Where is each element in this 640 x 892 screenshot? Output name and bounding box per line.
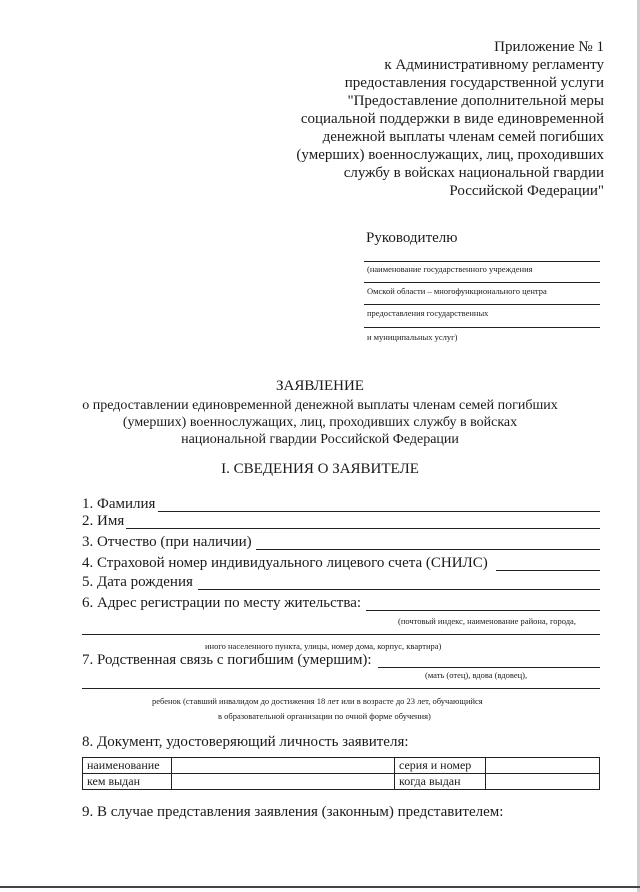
header-line: службу в войсках национальной гвардии — [343, 165, 604, 181]
table-row — [83, 774, 600, 790]
addressee-hint: предоставления государственных — [367, 308, 489, 318]
field-label-representative: 9. В случае представления заявления (законным) представителем: — [82, 804, 504, 820]
addressee-input-line[interactable] — [364, 327, 600, 328]
doc-date-value[interactable] — [486, 774, 600, 790]
relation-hint: (мать (отец), вдова (вдовец), — [425, 670, 528, 680]
doc-name-value[interactable] — [172, 758, 395, 774]
header-line: "Предоставление дополнительной меры — [347, 93, 604, 109]
relation-input-line-2[interactable] — [82, 688, 600, 689]
address-input-line-2[interactable] — [82, 634, 600, 635]
field-label-patronymic: 3. Отчество (при наличии) — [82, 534, 252, 550]
doc-name-label: наименование — [83, 758, 172, 774]
addressee-input-line[interactable] — [364, 261, 600, 262]
statement-subtitle-line: (умерших) военнослужащих, лиц, проходивших службу в войсках — [122, 415, 518, 430]
field-label-surname: 1. Фамилия — [82, 496, 156, 512]
statement-title: ЗАЯВЛЕНИЕ — [276, 378, 364, 394]
address-hint: иного населенного пункта, улицы, номер дома, корпус, квартира) — [205, 641, 442, 651]
field-label-snils: 4. Страховой номер индивидуального лицевого счета (СНИЛС) — [82, 555, 488, 571]
field-label-name: 2. Имя — [82, 513, 125, 529]
patronymic-input-line[interactable] — [256, 549, 600, 550]
addressee-hint: и муниципальных услуг) — [367, 332, 458, 342]
scan-edge — [0, 886, 640, 888]
surname-input-line[interactable] — [158, 511, 600, 512]
addressee-hint: Омской области – многофункционального центра — [367, 286, 547, 296]
doc-issuer-value[interactable] — [172, 774, 395, 790]
field-label-id-document: 8. Документ, удостоверяющий личность заявителя: — [82, 734, 409, 750]
addressee-input-line[interactable] — [364, 304, 600, 305]
relation-input-line[interactable] — [378, 667, 600, 668]
doc-issuer-label: кем выдан — [83, 774, 172, 790]
address-hint: (почтовый индекс, наименование района, города, — [398, 616, 576, 626]
statement-subtitle-line: о предоставлении единовременной денежной выплаты членам семей погибших — [82, 398, 558, 413]
birthdate-input-line[interactable] — [198, 589, 600, 590]
header-line: Приложение № 1 — [494, 39, 604, 55]
addressee-input-line[interactable] — [364, 282, 600, 283]
field-label-relation: 7. Родственная связь с погибшим (умершим): — [82, 652, 372, 668]
table-row — [83, 758, 600, 774]
header-line: предоставления государственной услуги — [344, 75, 604, 91]
doc-series-label: серия и номер — [395, 758, 486, 774]
header-line: социальной поддержки в виде единовременной — [300, 111, 604, 127]
header-line: денежной выплаты членам семей погибших — [322, 129, 604, 145]
name-input-line[interactable] — [126, 528, 600, 529]
relation-hint: ребенок (ставший инвалидом до достижения 18 лет или в возрасте до 23 лет, обучающийся — [152, 696, 483, 706]
doc-series-value[interactable] — [486, 758, 600, 774]
field-label-birthdate: 5. Дата рождения — [82, 574, 193, 590]
header-line: (умерших) военнослужащих, лиц, проходивших — [296, 147, 604, 163]
header-line: к Административному регламенту — [384, 57, 604, 73]
doc-date-label: когда выдан — [395, 774, 486, 790]
address-input-line[interactable] — [366, 610, 600, 611]
field-label-address: 6. Адрес регистрации по месту жительства: — [82, 595, 362, 611]
statement-subtitle-line: национальной гвардии Российской Федерации — [181, 432, 459, 447]
section-title: I. СВЕДЕНИЯ О ЗАЯВИТЕЛЕ — [221, 461, 419, 477]
addressee-title: Руководителю — [366, 230, 458, 246]
snils-input-line[interactable] — [496, 570, 600, 571]
id-document-table — [82, 757, 600, 790]
header-line: Российской Федерации" — [449, 183, 604, 199]
relation-hint: в образовательной организации по очной форме обучения) — [218, 711, 431, 721]
addressee-hint: (наименование государственного учреждения — [367, 264, 533, 274]
